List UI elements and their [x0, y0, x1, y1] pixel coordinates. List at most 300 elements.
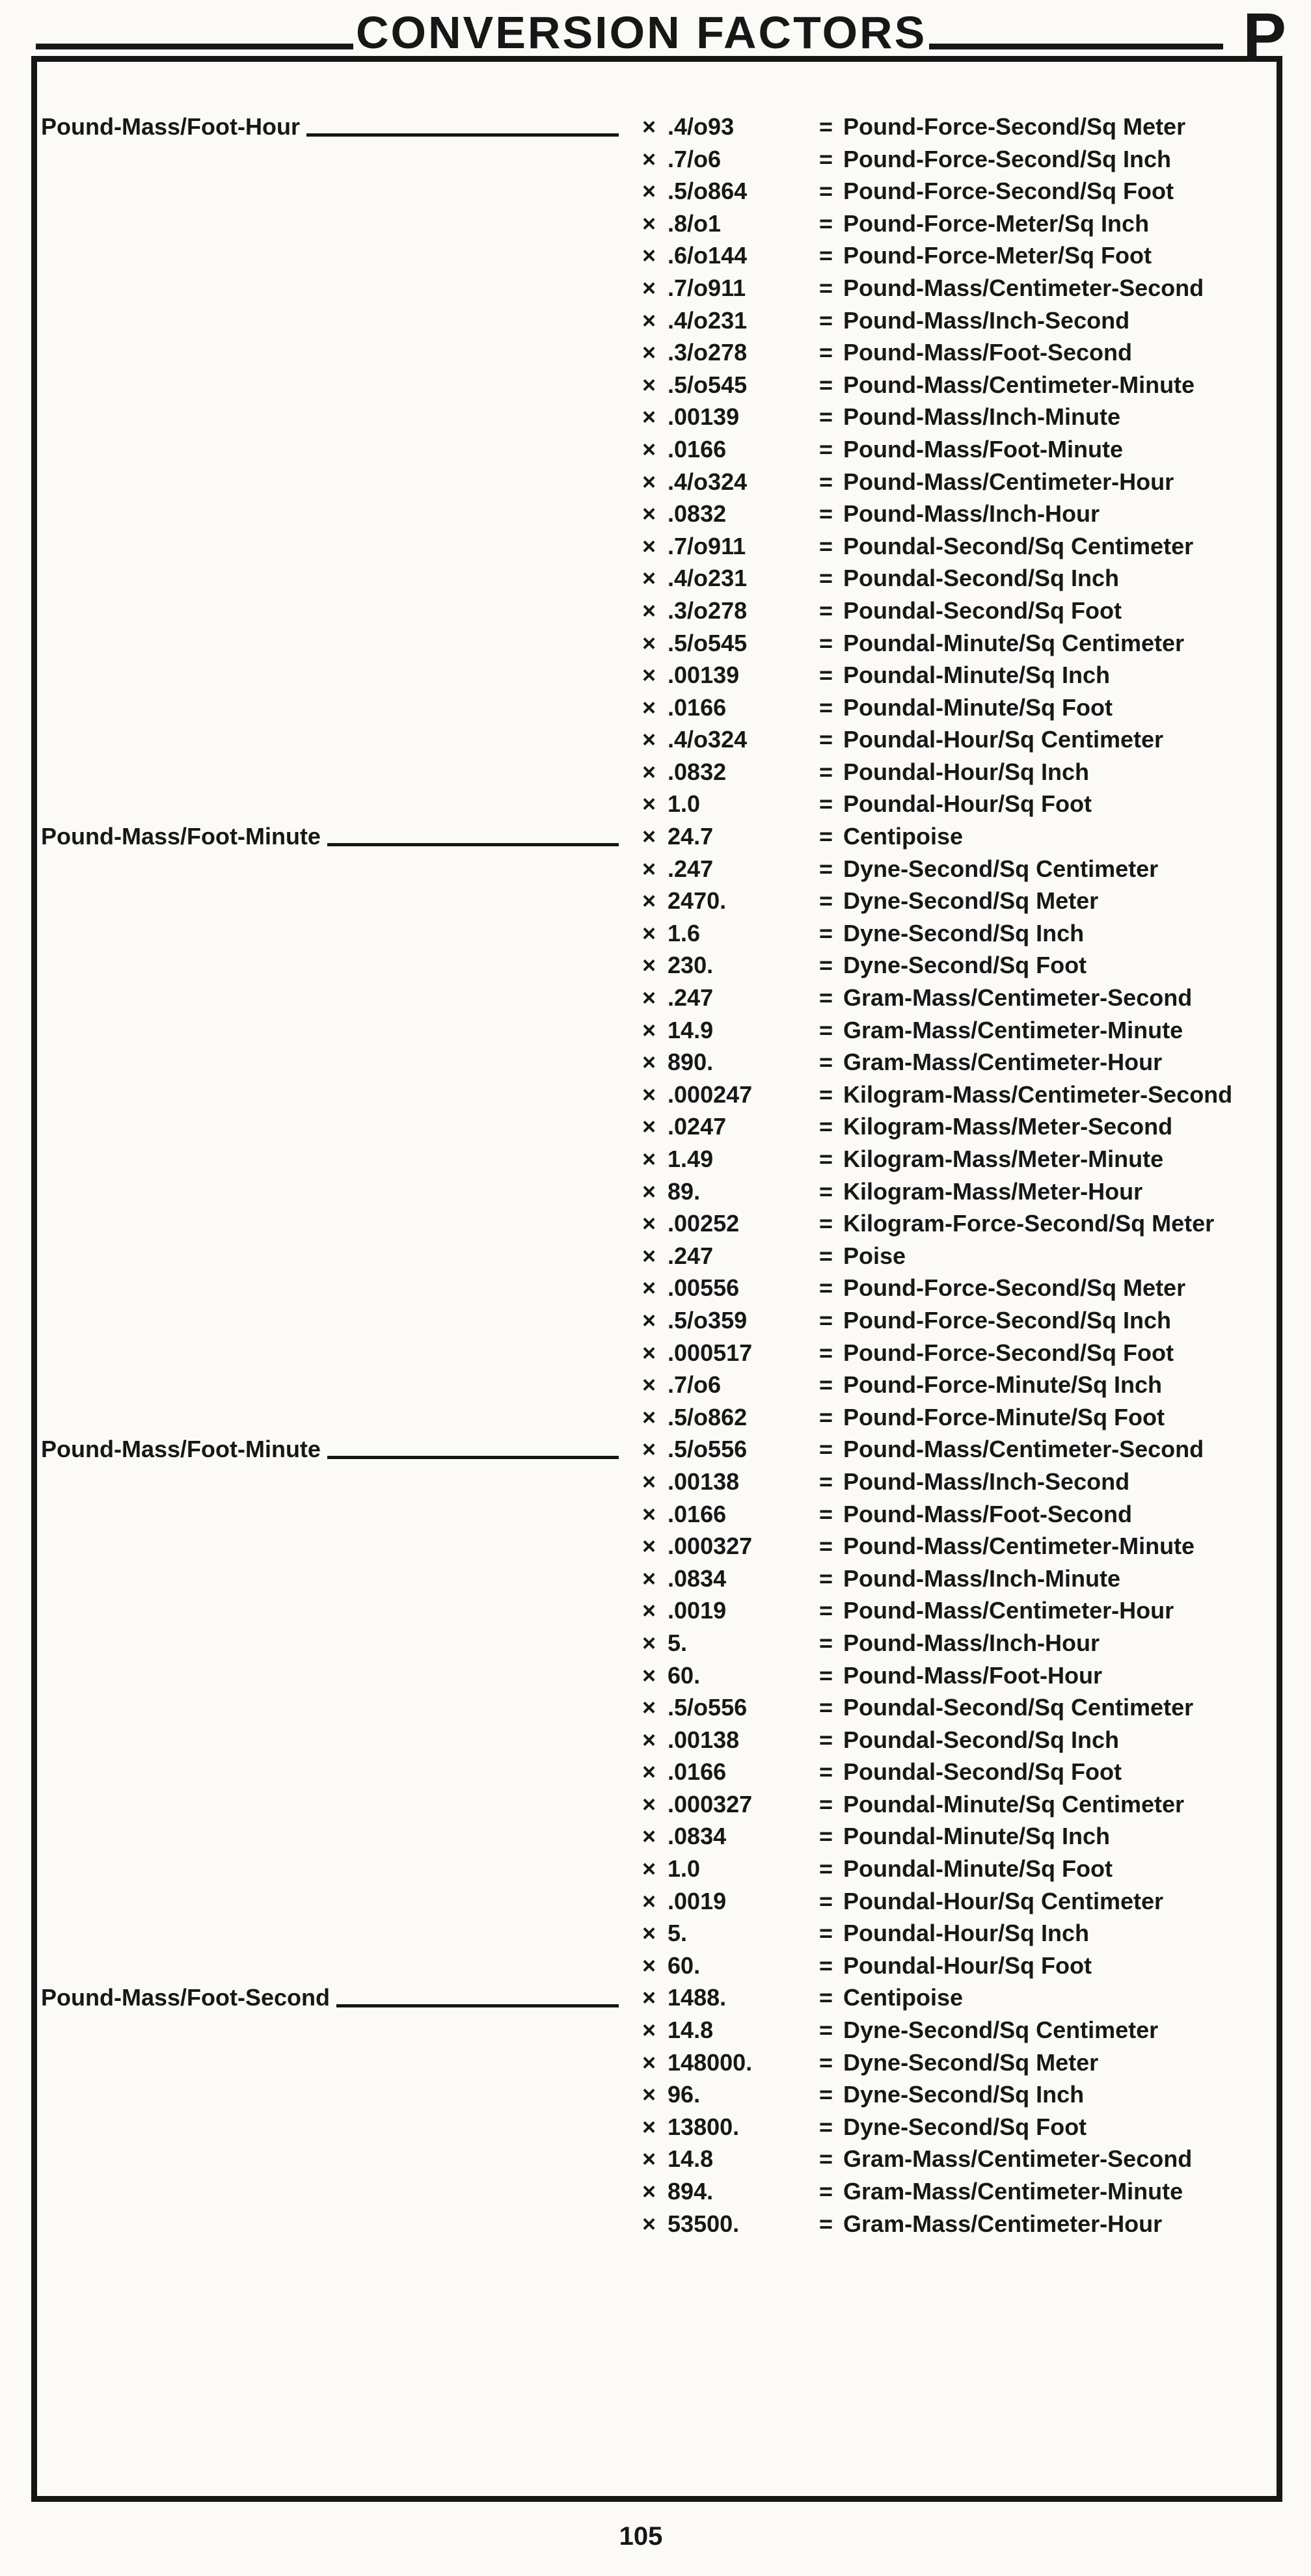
conversion-row	[37, 1853, 1277, 1885]
unit-cell	[819, 756, 1089, 788]
target-unit: Pound-Mass/Foot-Hour	[843, 1661, 1102, 1689]
unit-cell	[819, 1498, 1132, 1531]
factor-value: .4/o93	[668, 113, 735, 140]
target-unit: Pound-Mass/Centimeter-Hour	[843, 1597, 1174, 1624]
equals-symbol: =	[819, 1274, 833, 1302]
target-unit: Dyne-Second/Sq Foot	[843, 952, 1087, 979]
equals-symbol: =	[819, 435, 833, 463]
multiply-symbol: ×	[642, 1016, 656, 1043]
factor-value: 5.	[668, 1629, 688, 1656]
factor-value: .0247	[668, 1113, 727, 1140]
equals-symbol: =	[819, 597, 833, 624]
unit-cell	[819, 272, 1204, 304]
multiply-symbol: ×	[642, 274, 656, 301]
factor-cell	[642, 498, 726, 530]
multiply-symbol: ×	[642, 2017, 656, 2044]
conversion-row	[37, 1594, 1277, 1627]
equals-symbol: =	[819, 532, 833, 559]
factor-cell	[642, 691, 726, 724]
factor-value: 89.	[668, 1177, 701, 1205]
factor-cell	[642, 111, 734, 143]
multiply-symbol: ×	[642, 2210, 656, 2237]
equals-symbol: =	[819, 823, 833, 850]
section-letter: P	[1243, 0, 1286, 73]
source-unit-label: Pound-Mass/Foot-Minute	[41, 1436, 321, 1463]
multiply-symbol: ×	[642, 597, 656, 624]
multiply-symbol: ×	[642, 242, 656, 269]
conversion-row	[37, 1401, 1277, 1434]
multiply-symbol: ×	[642, 339, 656, 366]
factor-value: .0019	[668, 1887, 727, 1914]
conversion-row	[37, 272, 1277, 304]
unit-cell	[819, 1466, 1129, 1498]
unit-cell	[819, 1917, 1089, 1950]
multiply-symbol: ×	[642, 1371, 656, 1399]
multiply-symbol: ×	[642, 1855, 656, 1883]
conversion-row	[37, 1304, 1277, 1337]
factor-cell	[642, 239, 747, 272]
factor-cell	[642, 369, 747, 401]
factor-cell	[642, 917, 700, 950]
multiply-symbol: ×	[642, 1790, 656, 1818]
multiply-symbol: ×	[642, 1113, 656, 1140]
conversion-row	[37, 336, 1277, 369]
conversion-row	[37, 659, 1277, 691]
factor-value: 14.9	[668, 1016, 714, 1043]
equals-symbol: =	[819, 468, 833, 495]
conversion-row	[37, 111, 1277, 143]
page-title: CONVERSION FACTORS	[356, 7, 927, 58]
factor-value: .000517	[668, 1339, 753, 1366]
factor-cell	[642, 1046, 713, 1079]
factor-value: .000327	[668, 1790, 753, 1818]
multiply-symbol: ×	[642, 1887, 656, 1914]
factor-value: .0166	[668, 1758, 727, 1786]
multiply-symbol: ×	[642, 1403, 656, 1430]
target-unit: Dyne-Second/Sq Centimeter	[843, 855, 1159, 882]
multiply-symbol: ×	[642, 629, 656, 656]
unit-cell	[819, 1530, 1195, 1563]
conversion-row	[37, 1240, 1277, 1272]
factor-cell	[642, 1594, 726, 1627]
unit-cell	[819, 562, 1119, 595]
factor-cell	[642, 2046, 752, 2079]
unit-cell	[819, 530, 1193, 563]
equals-symbol: =	[819, 1661, 833, 1689]
multiply-symbol: ×	[642, 435, 656, 463]
factor-value: .0832	[668, 758, 727, 785]
unit-cell	[819, 1659, 1102, 1692]
factor-value: .4/o324	[668, 468, 748, 495]
factor-value: .0019	[668, 1597, 727, 1624]
equals-symbol: =	[819, 1339, 833, 1366]
target-unit: Pound-Force-Meter/Sq Inch	[843, 209, 1150, 237]
factor-cell	[642, 820, 713, 853]
factor-value: .247	[668, 984, 714, 1012]
equals-symbol: =	[819, 403, 833, 431]
factor-cell	[642, 401, 739, 433]
equals-symbol: =	[819, 1758, 833, 1786]
conversion-row	[37, 1917, 1277, 1950]
factor-cell	[642, 627, 747, 660]
equals-symbol: =	[819, 274, 833, 301]
conversion-row	[37, 756, 1277, 788]
equals-symbol: =	[819, 306, 833, 334]
multiply-symbol: ×	[642, 887, 656, 915]
factor-value: .0834	[668, 1564, 727, 1592]
unit-cell	[819, 1207, 1214, 1240]
factor-value: 890.	[668, 1049, 714, 1076]
conversion-row	[37, 2143, 1277, 2175]
equals-symbol: =	[819, 1952, 833, 1979]
multiply-symbol: ×	[642, 984, 656, 1012]
conversion-row	[37, 1046, 1277, 1079]
source-unit-cell	[41, 1981, 619, 2014]
factor-cell	[642, 982, 713, 1014]
equals-symbol: =	[819, 178, 833, 205]
factor-value: .00138	[668, 1468, 740, 1495]
conversion-row	[37, 239, 1277, 272]
multiply-symbol: ×	[642, 1500, 656, 1527]
multiply-symbol: ×	[642, 790, 656, 818]
conversion-row	[37, 1820, 1277, 1853]
factor-cell	[642, 1659, 700, 1692]
target-unit: Pound-Mass/Inch-Second	[843, 1468, 1130, 1495]
factor-cell	[642, 2078, 700, 2111]
target-unit: Gram-Mass/Centimeter-Second	[843, 2145, 1193, 2173]
target-unit: Dyne-Second/Sq Meter	[843, 887, 1099, 915]
target-unit: Poundal-Minute/Sq Inch	[843, 662, 1111, 689]
conversion-table	[37, 111, 1277, 2240]
conversion-row	[37, 1369, 1277, 1401]
conversion-row	[37, 1756, 1277, 1788]
factor-cell	[642, 1466, 739, 1498]
equals-symbol: =	[819, 2081, 833, 2108]
multiply-symbol: ×	[642, 1661, 656, 1689]
factor-cell	[642, 2208, 739, 2240]
unit-cell	[819, 595, 1122, 627]
factor-cell	[642, 1207, 739, 1240]
target-unit: Poise	[843, 1242, 906, 1269]
factor-value: .8/o1	[668, 209, 722, 237]
unit-cell	[819, 1369, 1162, 1401]
factor-cell	[642, 595, 747, 627]
target-unit: Pound-Mass/Inch-Minute	[843, 403, 1121, 431]
target-unit: Kilogram-Mass/Centimeter-Second	[843, 1080, 1233, 1108]
multiply-symbol: ×	[642, 500, 656, 528]
target-unit: Pound-Force-Second/Sq Inch	[843, 1306, 1172, 1334]
factor-value: .7/o6	[668, 1371, 722, 1399]
unit-cell	[819, 1756, 1122, 1788]
equals-symbol: =	[819, 919, 833, 946]
factor-value: .0166	[668, 693, 727, 721]
conversion-row	[37, 1272, 1277, 1304]
target-unit: Dyne-Second/Sq Inch	[843, 2081, 1085, 2108]
equals-symbol: =	[819, 1533, 833, 1560]
factor-cell	[642, 433, 726, 466]
conversion-row	[37, 1530, 1277, 1563]
conversion-row	[37, 885, 1277, 917]
target-unit: Pound-Force-Second/Sq Meter	[843, 113, 1186, 140]
target-unit: Dyne-Second/Sq Foot	[843, 2113, 1087, 2140]
multiply-symbol: ×	[642, 1436, 656, 1463]
equals-symbol: =	[819, 1564, 833, 1592]
unit-cell	[819, 788, 1092, 820]
multiply-symbol: ×	[642, 2113, 656, 2140]
target-unit: Kilogram-Force-Second/Sq Meter	[843, 1210, 1215, 1237]
equals-symbol: =	[819, 693, 833, 721]
unit-cell	[819, 1014, 1183, 1047]
target-unit: Gram-Mass/Centimeter-Minute	[843, 2178, 1183, 2205]
equals-symbol: =	[819, 145, 833, 172]
unit-cell	[819, 1433, 1204, 1466]
unit-cell	[819, 1240, 906, 1272]
equals-symbol: =	[819, 2048, 833, 2076]
conversion-row	[37, 466, 1277, 498]
conversion-row	[37, 2078, 1277, 2111]
factor-value: .4/o231	[668, 306, 748, 334]
title-rule-right	[929, 44, 1223, 49]
unit-cell	[819, 111, 1185, 143]
conversion-row	[37, 1627, 1277, 1659]
equals-symbol: =	[819, 242, 833, 269]
conversion-row	[37, 498, 1277, 530]
factor-cell	[642, 1788, 752, 1821]
factor-value: .247	[668, 1242, 714, 1269]
unit-cell	[819, 1788, 1184, 1821]
equals-symbol: =	[819, 1080, 833, 1108]
target-unit: Kilogram-Mass/Meter-Minute	[843, 1146, 1164, 1172]
conversion-row	[37, 2046, 1277, 2079]
conversion-row	[37, 853, 1277, 885]
multiply-symbol: ×	[642, 1597, 656, 1624]
equals-symbol: =	[819, 2178, 833, 2205]
target-unit: Pound-Mass/Inch-Hour	[843, 500, 1100, 528]
unit-cell	[819, 208, 1149, 240]
target-unit: Gram-Mass/Centimeter-Hour	[843, 2210, 1163, 2237]
multiply-symbol: ×	[642, 823, 656, 850]
factor-cell	[642, 466, 747, 498]
factor-value: .5/o556	[668, 1436, 748, 1463]
multiply-symbol: ×	[642, 1758, 656, 1786]
factor-value: .00252	[668, 1210, 740, 1237]
multiply-symbol: ×	[642, 2145, 656, 2173]
equals-symbol: =	[819, 1500, 833, 1527]
conversion-row	[37, 1079, 1277, 1111]
equals-symbol: =	[819, 1726, 833, 1753]
factor-value: .7/o911	[668, 532, 746, 559]
conversion-row	[37, 788, 1277, 820]
factor-cell	[642, 208, 721, 240]
factor-cell	[642, 1724, 739, 1756]
multiply-symbol: ×	[642, 209, 656, 237]
unit-cell	[819, 1820, 1110, 1853]
multiply-symbol: ×	[642, 403, 656, 431]
source-unit-label: Pound-Mass/Foot-Hour	[41, 113, 300, 140]
factor-cell	[642, 1143, 713, 1175]
target-unit: Pound-Mass/Foot-Second	[843, 339, 1133, 366]
unit-cell	[819, 885, 1098, 917]
multiply-symbol: ×	[642, 178, 656, 205]
conversion-row	[37, 1143, 1277, 1175]
equals-symbol: =	[819, 565, 833, 592]
factor-cell	[642, 1756, 726, 1788]
unit-cell	[819, 1175, 1142, 1208]
multiply-symbol: ×	[642, 565, 656, 592]
conversion-row	[37, 627, 1277, 660]
equals-symbol: =	[819, 1306, 833, 1334]
factor-value: .00556	[668, 1274, 740, 1302]
equals-symbol: =	[819, 1177, 833, 1205]
unit-cell	[819, 1594, 1174, 1627]
factor-cell	[642, 1917, 687, 1950]
equals-symbol: =	[819, 371, 833, 398]
content-border-box	[31, 56, 1282, 2502]
factor-value: 14.8	[668, 2145, 714, 2173]
factor-cell	[642, 1079, 752, 1111]
unit-cell	[819, 433, 1123, 466]
target-unit: Pound-Force-Second/Sq Inch	[843, 145, 1172, 172]
factor-cell	[642, 1981, 726, 2014]
factor-value: .5/o545	[668, 371, 748, 398]
factor-cell	[642, 1304, 747, 1337]
multiply-symbol: ×	[642, 1210, 656, 1237]
equals-symbol: =	[819, 2017, 833, 2044]
conversion-row	[37, 1175, 1277, 1208]
unit-cell	[819, 2208, 1162, 2240]
leader-line	[306, 133, 619, 137]
target-unit: Pound-Mass/Inch-Minute	[843, 1564, 1121, 1592]
target-unit: Pound-Force-Meter/Sq Foot	[843, 242, 1152, 269]
source-unit-cell	[41, 820, 619, 853]
factor-cell	[642, 175, 747, 208]
conversion-row	[37, 1337, 1277, 1369]
multiply-symbol: ×	[642, 371, 656, 398]
target-unit: Pound-Mass/Inch-Hour	[843, 1629, 1100, 1656]
factor-cell	[642, 788, 700, 820]
multiply-symbol: ×	[642, 1564, 656, 1592]
conversion-row	[37, 2014, 1277, 2046]
factor-value: .247	[668, 855, 714, 882]
target-unit: Poundal-Second/Sq Inch	[843, 565, 1120, 592]
factor-cell	[642, 2111, 739, 2143]
unit-cell	[819, 401, 1120, 433]
unit-cell	[819, 143, 1171, 176]
factor-value: 5.	[668, 1920, 688, 1947]
multiply-symbol: ×	[642, 113, 656, 140]
unit-cell	[819, 239, 1152, 272]
factor-cell	[642, 530, 746, 563]
factor-value: 13800.	[668, 2113, 740, 2140]
unit-cell	[819, 820, 963, 853]
conversion-row	[37, 1691, 1277, 1724]
conversion-row	[37, 1981, 1277, 2014]
factor-cell	[642, 272, 746, 304]
factor-cell	[642, 562, 747, 595]
target-unit: Gram-Mass/Centimeter-Minute	[843, 1016, 1183, 1043]
unit-cell	[819, 2046, 1098, 2079]
factor-value: .7/o911	[668, 274, 746, 301]
unit-cell	[819, 1110, 1172, 1143]
target-unit: Pound-Force-Second/Sq Foot	[843, 1339, 1174, 1366]
target-unit: Pound-Mass/Inch-Second	[843, 306, 1130, 334]
equals-symbol: =	[819, 1113, 833, 1140]
equals-symbol: =	[819, 2210, 833, 2237]
equals-symbol: =	[819, 1694, 833, 1721]
target-unit: Kilogram-Mass/Meter-Hour	[843, 1177, 1143, 1205]
factor-value: .0834	[668, 1823, 727, 1850]
multiply-symbol: ×	[642, 1920, 656, 1947]
factor-cell	[642, 2143, 713, 2175]
equals-symbol: =	[819, 758, 833, 785]
equals-symbol: =	[819, 887, 833, 915]
target-unit: Pound-Mass/Centimeter-Hour	[843, 468, 1174, 495]
factor-value: .6/o144	[668, 242, 748, 269]
unit-cell	[819, 627, 1184, 660]
multiply-symbol: ×	[642, 1823, 656, 1850]
target-unit: Poundal-Minute/Sq Centimeter	[843, 629, 1185, 656]
target-unit: Poundal-Second/Sq Centimeter	[843, 1694, 1194, 1721]
equals-symbol: =	[819, 1629, 833, 1656]
multiply-symbol: ×	[642, 1080, 656, 1108]
target-unit: Poundal-Hour/Sq Inch	[843, 758, 1090, 785]
target-unit: Poundal-Hour/Sq Centimeter	[843, 1887, 1164, 1914]
target-unit: Pound-Mass/Foot-Second	[843, 1500, 1133, 1527]
factor-value: 60.	[668, 1952, 701, 1979]
unit-cell	[819, 1337, 1174, 1369]
conversion-row	[37, 917, 1277, 950]
conversion-row	[37, 982, 1277, 1014]
factor-cell	[642, 1337, 752, 1369]
equals-symbol: =	[819, 1920, 833, 1947]
unit-cell	[819, 1563, 1120, 1595]
factor-value: .4/o324	[668, 726, 748, 753]
target-unit: Poundal-Hour/Sq Inch	[843, 1920, 1090, 1947]
unit-cell	[819, 466, 1174, 498]
conversion-row	[37, 2208, 1277, 2240]
equals-symbol: =	[819, 2113, 833, 2140]
target-unit: Poundal-Minute/Sq Centimeter	[843, 1790, 1185, 1818]
equals-symbol: =	[819, 1468, 833, 1495]
conversion-row	[37, 1466, 1277, 1498]
factor-cell	[642, 1110, 726, 1143]
factor-value: 1.0	[668, 790, 701, 818]
conversion-row	[37, 143, 1277, 176]
multiply-symbol: ×	[642, 2081, 656, 2108]
target-unit: Poundal-Hour/Sq Foot	[843, 1952, 1092, 1979]
unit-cell	[819, 691, 1113, 724]
factor-value: .3/o278	[668, 339, 748, 366]
target-unit: Centipoise	[843, 823, 964, 850]
target-unit: Pound-Force-Second/Sq Meter	[843, 1274, 1186, 1302]
equals-symbol: =	[819, 662, 833, 689]
factor-cell	[642, 1853, 700, 1885]
target-unit: Poundal-Second/Sq Centimeter	[843, 532, 1194, 559]
equals-symbol: =	[819, 984, 833, 1012]
conversion-row	[37, 723, 1277, 756]
equals-symbol: =	[819, 1984, 833, 2011]
unit-cell	[819, 336, 1132, 369]
conversion-row	[37, 1110, 1277, 1143]
equals-symbol: =	[819, 1146, 833, 1172]
conversion-row	[37, 530, 1277, 563]
factor-value: 148000.	[668, 2048, 753, 2076]
equals-symbol: =	[819, 1242, 833, 1269]
target-unit: Pound-Mass/Centimeter-Minute	[843, 1533, 1195, 1560]
factor-cell	[642, 1401, 747, 1434]
target-unit: Pound-Mass/Centimeter-Second	[843, 1436, 1204, 1463]
equals-symbol: =	[819, 1371, 833, 1399]
